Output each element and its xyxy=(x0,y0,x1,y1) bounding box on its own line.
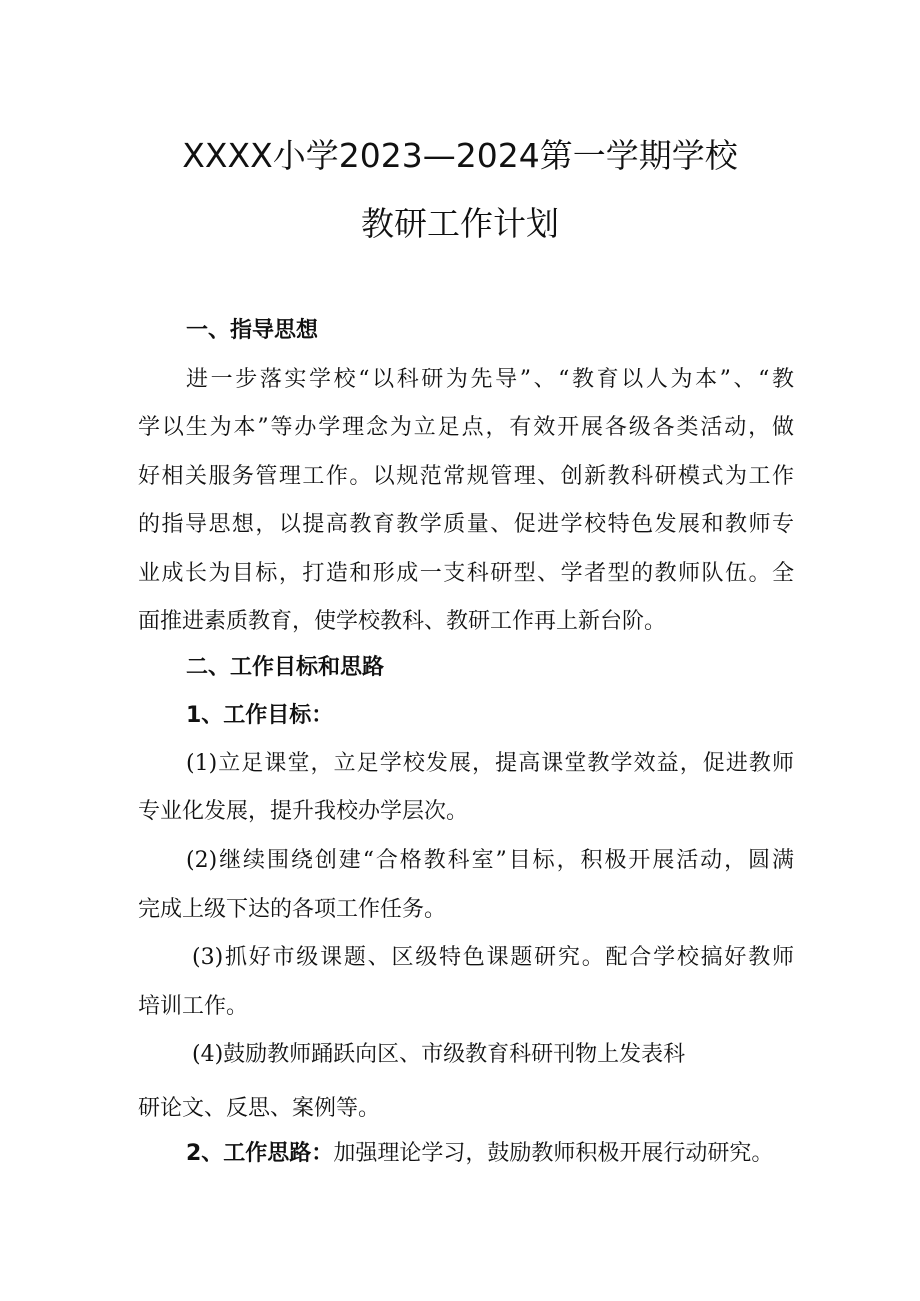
subsection-2-heading: 2、工作思路： xyxy=(186,1141,334,1166)
section-1-heading: 一、指导思想 xyxy=(186,318,319,343)
document-title-line-2: 教研工作计划 xyxy=(361,204,559,243)
goal-4-line-1: (4)鼓励教师踊跃向区、市级教育科研刊物上发表科 xyxy=(192,1042,686,1067)
paragraph-line: 面推进素质教育，使学校教科、教研工作再上新台阶。 xyxy=(138,609,667,634)
goal-4-line-2: 研论文、反思、案例等。 xyxy=(138,1096,381,1121)
section-2-heading: 二、工作目标和思路 xyxy=(186,655,385,680)
paragraph-line: 的指导思想，以提高教育教学质量、促进学校特色发展和教师专 xyxy=(138,512,794,537)
subsection-2-paragraph xyxy=(186,1141,794,1167)
goal-2-line-2: 完成上级下达的各项工作任务。 xyxy=(138,897,447,922)
paragraph-line: 学以生为本”等办学理念为立足点，有效开展各级各类活动，做 xyxy=(138,415,794,440)
goal-1-line-1: (1)立足课堂，立足学校发展，提高课堂教学效益，促进教师 xyxy=(186,751,794,776)
goal-1-line-2: 专业化发展，提升我校办学层次。 xyxy=(138,799,469,824)
paragraph-line: 好相关服务管理工作。以规范常规管理、创新教科研模式为工作 xyxy=(138,464,794,489)
paragraph-line: 进一步落实学校“以科研为先导”、“教育以人为本”、“教 xyxy=(186,367,794,392)
subsection-2-text: 加强理论学习，鼓励教师积极开展行动研究。 xyxy=(333,1141,774,1166)
goal-3-line-1: (3)抓好市级课题、区级特色课题研究。配合学校搞好教师 xyxy=(192,945,794,970)
paragraph-line: 业成长为目标，打造和形成一支科研型、学者型的教师队伍。全 xyxy=(138,561,794,586)
subsection-1-heading: 1、工作目标： xyxy=(186,703,334,728)
goal-2-line-1: (2)继续围绕创建“合格教科室”目标，积极开展活动，圆满 xyxy=(186,848,794,873)
document-title-line-1: XXXX小学2023—2024第一学期学校 xyxy=(182,136,738,175)
goal-3-line-2: 培训工作。 xyxy=(138,994,249,1019)
